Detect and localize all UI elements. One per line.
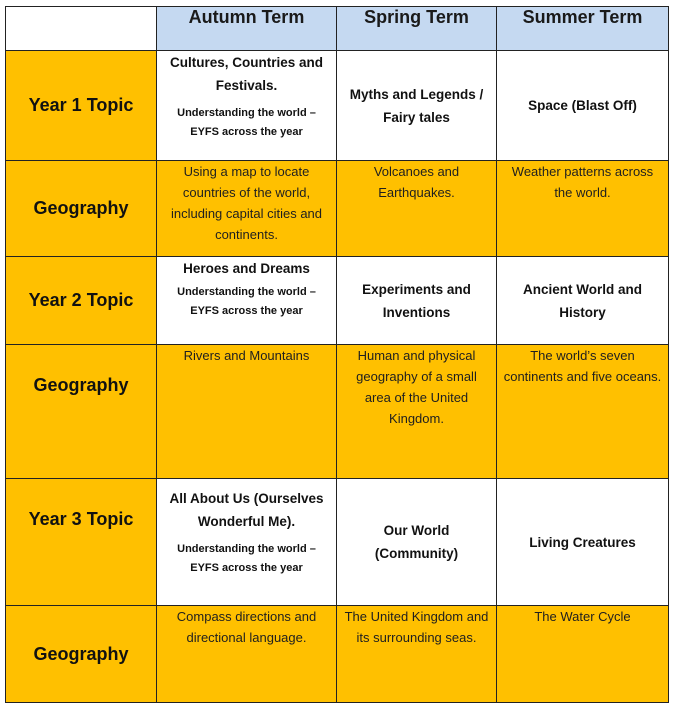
- header-summer: Summer Term: [497, 7, 669, 51]
- topic-title: All About Us (Ourselves Wonderful Me).: [169, 491, 324, 529]
- geography-cell-spring: Volcanoes and Earthquakes.: [337, 161, 497, 257]
- topic-cell-summer: [497, 479, 669, 606]
- row-label: Geography: [6, 606, 157, 703]
- geography-cell-autumn: Compass directions and directional language.: [157, 606, 337, 703]
- curriculum-table: [5, 6, 669, 703]
- geography-cell-autumn: Rivers and Mountains: [157, 345, 337, 479]
- table-row: [6, 345, 669, 479]
- row-label: Geography: [6, 161, 157, 257]
- table-row: [6, 161, 669, 257]
- topic-cell-autumn: [157, 479, 337, 606]
- header-row: [6, 7, 669, 51]
- topic-title: Our World (Community): [374, 523, 459, 561]
- geography-cell-summer: Weather patterns across the world.: [497, 161, 669, 257]
- header-spring: Spring Term: [337, 7, 497, 51]
- topic-title: Heroes and Dreams: [183, 261, 310, 276]
- row-label: Year 3 Topic: [6, 479, 157, 606]
- row-label: Year 1 Topic: [6, 51, 157, 161]
- table-row: [6, 479, 669, 606]
- geography-cell-spring: Human and physical geography of a small area of the United Kingdom.: [337, 345, 497, 479]
- topic-cell-spring: [337, 51, 497, 161]
- topic-cell-summer: [497, 257, 669, 345]
- table-row: [6, 606, 669, 703]
- table-row: [6, 257, 669, 345]
- topic-title: Experiments and Inventions: [362, 281, 471, 320]
- topic-title: Ancient World and History: [522, 281, 642, 320]
- row-label: Year 2 Topic: [6, 257, 157, 345]
- topic-cell-summer: [497, 51, 669, 161]
- topic-note: Understanding the world – EYFS across the year: [177, 286, 316, 317]
- corner-cell: [6, 7, 157, 51]
- topic-cell-spring: [337, 479, 497, 606]
- table-row: [6, 51, 669, 161]
- geography-cell-summer: The world’s seven continents and five oceans.: [497, 345, 669, 479]
- topic-title: Cultures, Countries and Festivals.: [169, 55, 323, 93]
- topic-cell-autumn: [157, 257, 337, 345]
- topic-title: Myths and Legends / Fairy tales: [349, 86, 484, 125]
- geography-cell-autumn: Using a map to locate countries of the world, including capital cities and continents.: [157, 161, 337, 257]
- header-autumn: Autumn Term: [157, 7, 337, 51]
- geography-cell-summer: The Water Cycle: [497, 606, 669, 703]
- geography-cell-spring: The United Kingdom and its surrounding seas.: [337, 606, 497, 703]
- row-label: Geography: [6, 345, 157, 479]
- topic-cell-spring: [337, 257, 497, 345]
- topic-note: Understanding the world – EYFS across the year: [177, 543, 316, 574]
- topic-note: Understanding the world – EYFS across the year: [177, 107, 316, 138]
- topic-title: Living Creatures: [529, 534, 636, 550]
- topic-title: Space (Blast Off): [528, 98, 637, 113]
- topic-cell-autumn: [157, 51, 337, 161]
